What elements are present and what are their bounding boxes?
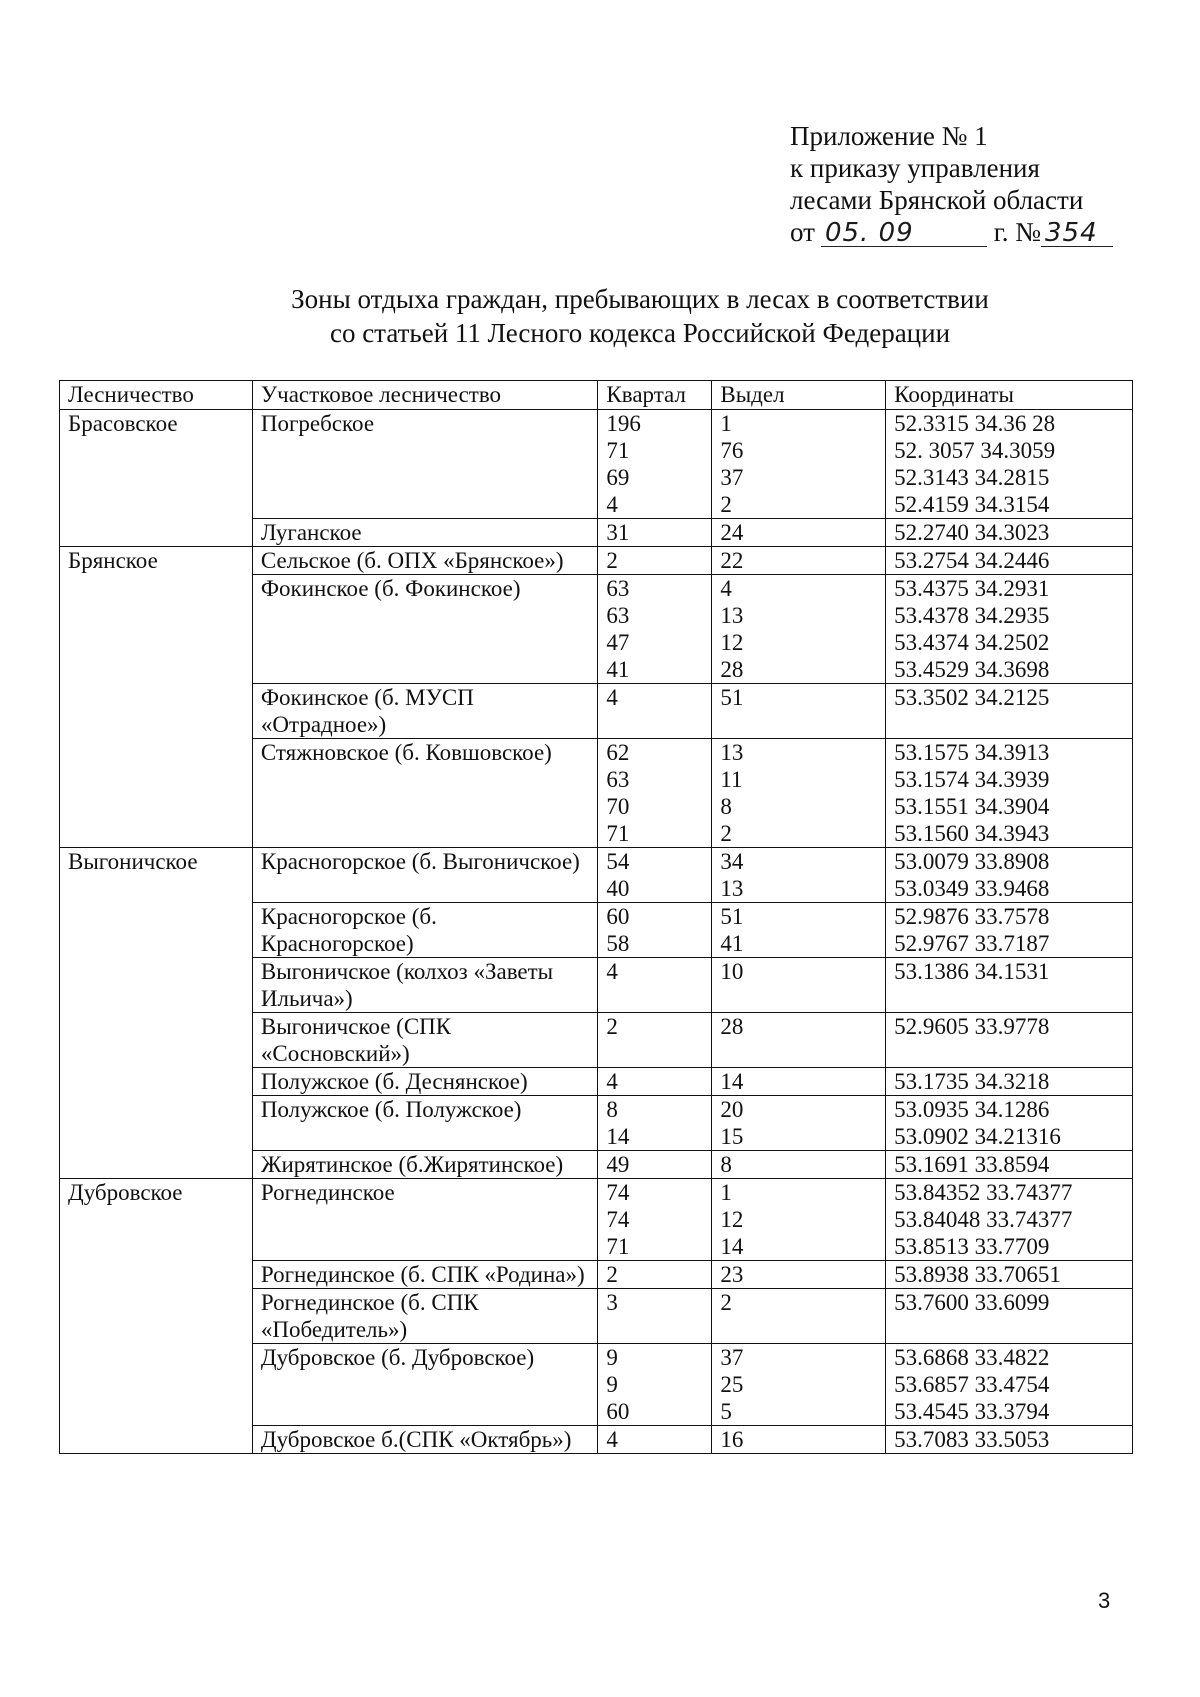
kvartal-cell	[598, 1289, 712, 1344]
vydel-value: 76	[720, 438, 744, 463]
table-header-row	[60, 381, 1133, 410]
vydel-value: 8	[720, 1152, 732, 1177]
vydel-cell	[712, 519, 886, 547]
coordinate-value: 53.0935 34.1286	[894, 1097, 1050, 1122]
coordinate-value: 53.4529 34.3698	[894, 657, 1050, 682]
vydel-cell	[712, 848, 886, 903]
coordinate-value: 53.0079 33.8908	[894, 849, 1050, 874]
coordinate-value: 53.3502 34.2125	[894, 685, 1050, 710]
kvartal-cell	[598, 1096, 712, 1151]
district-cell	[252, 1013, 598, 1068]
coordinate-value: 53.84048 33.74377	[894, 1207, 1073, 1232]
kvartal-cell	[598, 739, 712, 848]
annex-line-1: Приложение № 1	[790, 121, 988, 151]
coords-cell	[886, 575, 1133, 684]
district-cell	[252, 903, 598, 958]
handwritten-date: 05. 09	[821, 220, 987, 247]
kvartal-value: 196	[606, 411, 641, 436]
vydel-value: 10	[720, 959, 744, 984]
district-name: Дубровское (б. Дубровское)	[260, 1345, 535, 1370]
vydel-value: 8	[720, 794, 732, 819]
coordinate-value: 53.7600 33.6099	[894, 1290, 1050, 1315]
kvartal-value: 2	[606, 1262, 618, 1287]
district-name: Погребское	[260, 411, 375, 436]
kvartal-cell	[598, 1344, 712, 1426]
kvartal-cell	[598, 575, 712, 684]
coordinate-value: 53.2754 34.2446	[894, 548, 1050, 573]
coords-cell	[886, 848, 1133, 903]
kvartal-value: 41	[606, 657, 630, 682]
year-suffix: г. №	[993, 217, 1041, 247]
vydel-value: 14	[720, 1234, 744, 1259]
kvartal-value: 4	[606, 492, 618, 517]
district-name: Полужское (б. Деснянское)	[260, 1069, 528, 1094]
vydel-value: 28	[720, 657, 744, 682]
page-number: 3	[1098, 1588, 1111, 1613]
kvartal-cell	[598, 410, 712, 519]
coords-cell	[886, 903, 1133, 958]
forestry-cell: Брянское	[60, 547, 253, 848]
recreation-zones-table	[59, 380, 1133, 1454]
document-title	[60, 282, 1200, 350]
coords-cell	[886, 410, 1133, 519]
coordinate-value: 53.6857 33.4754	[894, 1372, 1050, 1397]
coordinate-value: 53.1551 34.3904	[894, 794, 1050, 819]
kvartal-value: 3	[606, 1290, 618, 1315]
vydel-value: 51	[720, 685, 744, 710]
vydel-value: 2	[720, 821, 732, 846]
district-cell	[252, 1068, 598, 1096]
kvartal-value: 74	[606, 1207, 630, 1232]
kvartal-value: 69	[606, 465, 630, 490]
kvartal-value: 9	[606, 1345, 618, 1370]
coords-cell	[886, 1013, 1133, 1068]
district-name: Луганское	[260, 520, 362, 545]
title-line-1: Зоны отдыха граждан, пребывающих в лесах в соответствии	[291, 284, 989, 314]
district-name: Сельское (б. ОПХ «Брянское»)	[260, 548, 564, 573]
district-name: Стяжновское (б. Ковшовское)	[260, 740, 552, 765]
annex-line-3: лесами Брянской области	[790, 185, 1084, 215]
vydel-value: 14	[720, 1069, 744, 1094]
vydel-cell	[712, 1289, 886, 1344]
kvartal-value: 4	[606, 1427, 618, 1452]
vydel-value: 12	[720, 630, 744, 655]
kvartal-cell	[598, 519, 712, 547]
district-name: Выгоничское (колхоз «Заветы Ильича»)	[260, 959, 554, 1011]
kvartal-value: 54	[606, 849, 630, 874]
coordinate-value: 53.8513 33.7709	[894, 1234, 1050, 1259]
vydel-value: 37	[720, 1345, 744, 1370]
coordinate-value: 53.6868 33.4822	[894, 1345, 1050, 1370]
kvartal-value: 71	[606, 438, 630, 463]
district-cell	[252, 1096, 598, 1151]
vydel-cell	[712, 547, 886, 575]
handwritten-number: 354	[1041, 220, 1113, 247]
header-forestry: Лесничество	[60, 381, 253, 410]
district-cell	[252, 410, 598, 519]
kvartal-cell	[598, 547, 712, 575]
vydel-value: 51	[720, 904, 744, 929]
coords-cell	[886, 1151, 1133, 1179]
coords-cell	[886, 739, 1133, 848]
vydel-cell	[712, 958, 886, 1013]
kvartal-value: 14	[606, 1124, 630, 1149]
district-name: Выгоничское (СПК «Сосновский»)	[260, 1014, 452, 1066]
kvartal-cell	[598, 958, 712, 1013]
district-cell	[252, 1289, 598, 1344]
kvartal-value: 60	[606, 1399, 630, 1424]
vydel-cell	[712, 1261, 886, 1289]
district-name: Полужское (б. Полужское)	[260, 1097, 522, 1122]
coordinate-value: 53.4375 34.2931	[894, 576, 1050, 601]
kvartal-value: 60	[606, 904, 630, 929]
vydel-value: 4	[720, 576, 732, 601]
coords-cell	[886, 1344, 1133, 1426]
kvartal-value: 63	[606, 603, 630, 628]
district-cell	[252, 519, 598, 547]
vydel-value: 13	[720, 603, 744, 628]
vydel-cell	[712, 739, 886, 848]
annex-line-2: к приказу управления	[790, 153, 1040, 183]
kvartal-value: 63	[606, 576, 630, 601]
table-row	[60, 1179, 1133, 1261]
coords-cell	[886, 1179, 1133, 1261]
coords-cell	[886, 958, 1133, 1013]
kvartal-value: 4	[606, 685, 618, 710]
table-row	[60, 547, 1133, 575]
forestry-cell: Выгоничское	[60, 848, 253, 1179]
vydel-value: 2	[720, 1290, 732, 1315]
vydel-cell	[712, 575, 886, 684]
header-vydel: Выдел	[712, 381, 886, 410]
district-cell	[252, 1344, 598, 1426]
district-name: Фокинское (б. МУСП «Отрадное»)	[260, 685, 474, 737]
vydel-cell	[712, 903, 886, 958]
header-district: Участковое лесничество	[252, 381, 598, 410]
district-cell	[252, 1426, 598, 1454]
vydel-value: 16	[720, 1427, 744, 1452]
district-cell	[252, 1151, 598, 1179]
kvartal-value: 40	[606, 876, 630, 901]
kvartal-value: 70	[606, 794, 630, 819]
vydel-cell	[712, 1068, 886, 1096]
vydel-value: 11	[720, 767, 743, 792]
coordinate-value: 53.7083 33.5053	[894, 1427, 1050, 1452]
kvartal-value: 31	[606, 520, 630, 545]
vydel-value: 24	[720, 520, 744, 545]
coordinate-value: 52.3143 34.2815	[894, 465, 1050, 490]
vydel-cell	[712, 1151, 886, 1179]
coordinate-value: 53.0902 34.21316	[894, 1124, 1061, 1149]
kvartal-cell	[598, 1068, 712, 1096]
district-cell	[252, 958, 598, 1013]
coordinate-value: 53.84352 33.74377	[894, 1180, 1073, 1205]
coordinate-value: 53.1691 33.8594	[894, 1152, 1050, 1177]
kvartal-cell	[598, 1013, 712, 1068]
vydel-cell	[712, 410, 886, 519]
kvartal-cell	[598, 1261, 712, 1289]
forestry-cell: Дубровское	[60, 1179, 253, 1454]
vydel-cell	[712, 1426, 886, 1454]
coordinate-value: 53.0349 33.9468	[894, 876, 1050, 901]
kvartal-cell	[598, 1179, 712, 1261]
district-name: Дубровское б.(СПК «Октябрь»)	[260, 1427, 572, 1452]
coordinate-value: 53.1735 34.3218	[894, 1069, 1050, 1094]
vydel-value: 37	[720, 465, 744, 490]
coords-cell	[886, 1426, 1133, 1454]
kvartal-value: 4	[606, 1069, 618, 1094]
kvartal-cell	[598, 1151, 712, 1179]
district-name: Фокинское (б. Фокинское)	[260, 576, 521, 601]
vydel-value: 15	[720, 1124, 744, 1149]
district-cell	[252, 1179, 598, 1261]
kvartal-value: 9	[606, 1372, 618, 1397]
district-cell	[252, 684, 598, 739]
coordinate-value: 52.2740 34.3023	[894, 520, 1050, 545]
coordinate-value: 52. 3057 34.3059	[894, 438, 1056, 463]
district-name: Красногорское (б. Красногорское)	[260, 904, 437, 956]
kvartal-value: 71	[606, 821, 630, 846]
coordinate-value: 52.3315 34.36 28	[894, 411, 1056, 436]
date-prefix: от	[790, 217, 815, 247]
vydel-value: 13	[720, 876, 744, 901]
coordinate-value: 53.1386 34.1531	[894, 959, 1050, 984]
kvartal-value: 58	[606, 931, 630, 956]
vydel-value: 20	[720, 1097, 744, 1122]
table-row	[60, 410, 1133, 519]
coordinate-value: 52.9767 33.7187	[894, 931, 1050, 956]
vydel-cell	[712, 1344, 886, 1426]
kvartal-cell	[598, 684, 712, 739]
coords-cell	[886, 684, 1133, 739]
vydel-value: 34	[720, 849, 744, 874]
district-name: Красногорское (б. Выгоничское)	[260, 849, 580, 874]
kvartal-value: 2	[606, 1014, 618, 1039]
district-cell	[252, 547, 598, 575]
coordinate-value: 53.4374 34.2502	[894, 630, 1050, 655]
district-cell	[252, 848, 598, 903]
coordinate-value: 53.8938 33.70651	[894, 1262, 1061, 1287]
coordinate-value: 53.1575 34.3913	[894, 740, 1050, 765]
kvartal-value: 74	[606, 1180, 630, 1205]
kvartal-value: 47	[606, 630, 630, 655]
coordinate-value: 52.4159 34.3154	[894, 492, 1050, 517]
coordinate-value: 52.9605 33.9778	[894, 1014, 1050, 1039]
vydel-value: 25	[720, 1372, 744, 1397]
kvartal-value: 71	[606, 1234, 630, 1259]
vydel-cell	[712, 684, 886, 739]
header-kvartal: Квартал	[598, 381, 712, 410]
kvartal-value: 49	[606, 1152, 630, 1177]
district-name: Рогнединское	[260, 1180, 395, 1205]
coords-cell	[886, 519, 1133, 547]
district-cell	[252, 739, 598, 848]
header-coordinates: Координаты	[886, 381, 1133, 410]
coords-cell	[886, 1068, 1133, 1096]
coords-cell	[886, 1096, 1133, 1151]
district-name: Рогнединское (б. СПК «Победитель»)	[260, 1290, 479, 1342]
table-row	[60, 848, 1133, 903]
title-line-2: со статьей 11 Лесного кодекса Российской Федерации	[329, 318, 951, 348]
vydel-cell	[712, 1013, 886, 1068]
vydel-value: 23	[720, 1262, 744, 1287]
vydel-cell	[712, 1179, 886, 1261]
kvartal-cell	[598, 903, 712, 958]
district-cell	[252, 575, 598, 684]
vydel-cell	[712, 1096, 886, 1151]
coords-cell	[886, 1261, 1133, 1289]
annex-date-line	[790, 216, 1113, 248]
vydel-value: 41	[720, 931, 744, 956]
vydel-value: 28	[720, 1014, 744, 1039]
vydel-value: 13	[720, 740, 744, 765]
kvartal-cell	[598, 1426, 712, 1454]
vydel-value: 5	[720, 1399, 732, 1424]
vydel-value: 1	[720, 411, 732, 436]
coordinate-value: 53.4545 33.3794	[894, 1399, 1050, 1424]
vydel-value: 12	[720, 1207, 744, 1232]
kvartal-value: 8	[606, 1097, 618, 1122]
kvartal-value: 4	[606, 959, 618, 984]
table-body	[60, 410, 1133, 1454]
coordinate-value: 53.1574 34.3939	[894, 767, 1050, 792]
district-name: Рогнединское (б. СПК «Родина»)	[260, 1262, 585, 1287]
forestry-cell: Брасовское	[60, 410, 253, 547]
district-name: Жирятинское (б.Жирятинское)	[260, 1152, 564, 1177]
kvartal-value: 63	[606, 767, 630, 792]
annex-block	[790, 120, 1113, 248]
vydel-value: 22	[720, 548, 744, 573]
vydel-value: 2	[720, 492, 732, 517]
kvartal-cell	[598, 848, 712, 903]
coordinate-value: 52.9876 33.7578	[894, 904, 1050, 929]
kvartal-value: 2	[606, 548, 618, 573]
district-cell	[252, 1261, 598, 1289]
coordinate-value: 53.1560 34.3943	[894, 821, 1050, 846]
coords-cell	[886, 1289, 1133, 1344]
vydel-value: 1	[720, 1180, 732, 1205]
coords-cell	[886, 547, 1133, 575]
kvartal-value: 62	[606, 740, 630, 765]
coordinate-value: 53.4378 34.2935	[894, 603, 1050, 628]
